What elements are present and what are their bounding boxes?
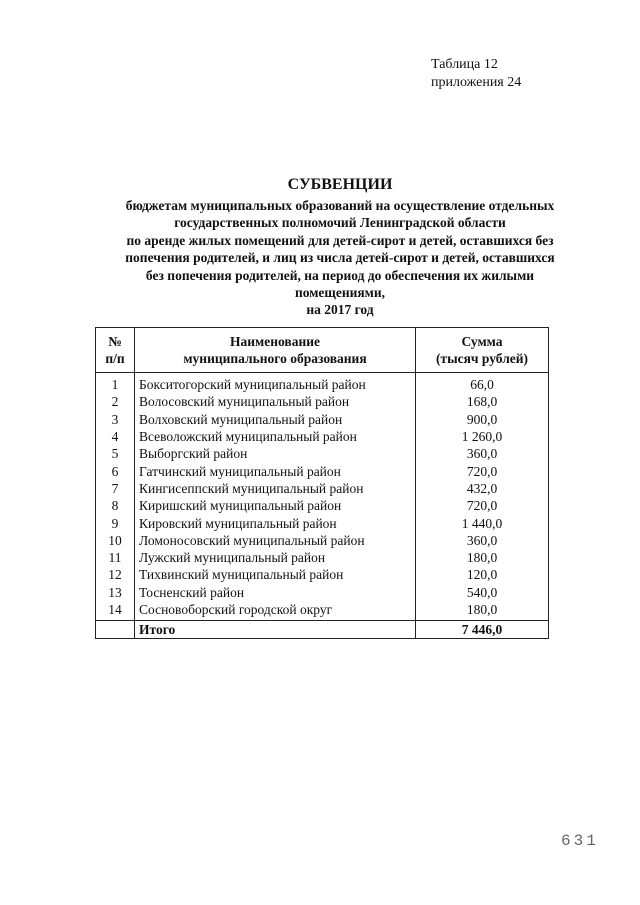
row-sum: 720,0 — [416, 497, 549, 514]
row-name: Тосненский район — [135, 584, 416, 601]
row-sum: 180,0 — [416, 549, 549, 566]
table-row — [96, 549, 549, 566]
row-sum: 168,0 — [416, 393, 549, 410]
row-sum: 540,0 — [416, 584, 549, 601]
title-line: помещениями, — [294, 285, 386, 301]
table-row — [96, 373, 549, 394]
row-name: Лужский муниципальный район — [135, 549, 416, 566]
table-row — [96, 393, 549, 410]
title-heading: СУБВЕНЦИИ — [287, 176, 393, 193]
table-reference — [431, 56, 521, 92]
table-row — [96, 411, 549, 428]
header-number-line-1: № — [108, 334, 122, 349]
header-number-line-2: п/п — [105, 351, 125, 366]
row-sum: 432,0 — [416, 480, 549, 497]
row-number: 7 — [96, 480, 135, 497]
title-line: без попечения родителей, на период до обеспечения их жилыми — [145, 267, 535, 283]
row-number: 11 — [96, 549, 135, 566]
row-sum: 900,0 — [416, 411, 549, 428]
table-row — [96, 462, 549, 479]
row-number: 5 — [96, 445, 135, 462]
row-number: 4 — [96, 428, 135, 445]
title-line: попечения родителей, и лиц из числа детей-сирот и детей, оставшихся — [125, 250, 555, 266]
row-name: Тихвинский муниципальный район — [135, 566, 416, 583]
header-name-line-2: муниципального образования — [183, 351, 367, 366]
total-row — [96, 621, 549, 639]
total-label: Итого — [135, 621, 416, 639]
row-name: Выборгский район — [135, 445, 416, 462]
table-row — [96, 497, 549, 514]
row-number: 2 — [96, 393, 135, 410]
row-sum: 720,0 — [416, 462, 549, 479]
row-sum: 180,0 — [416, 601, 549, 621]
title-line: бюджетам муниципальных образований на осуществление отдельных — [125, 198, 555, 213]
table-row — [96, 480, 549, 497]
row-number: 13 — [96, 584, 135, 601]
row-sum: 360,0 — [416, 532, 549, 549]
header-sum-line-2: (тысяч рублей) — [435, 351, 529, 366]
row-name: Всеволожский муниципальный район — [135, 428, 416, 445]
header-sum — [416, 328, 549, 373]
table-row — [96, 584, 549, 601]
document-title — [80, 175, 600, 319]
row-number: 14 — [96, 601, 135, 621]
reference-line-2: приложения 24 — [431, 75, 522, 90]
row-sum: 66,0 — [416, 373, 549, 394]
title-line: по аренде жилых помещений для детей-сирот и детей, оставшихся без — [126, 232, 554, 248]
table-row — [96, 428, 549, 445]
total-sum: 7 446,0 — [416, 621, 549, 639]
row-number: 8 — [96, 497, 135, 514]
header-name — [135, 328, 416, 373]
row-sum: 360,0 — [416, 445, 549, 462]
row-name: Бокситогорский муниципальный район — [135, 373, 416, 394]
row-sum: 1 440,0 — [416, 514, 549, 531]
table-row — [96, 566, 549, 583]
row-name: Киришский муниципальный район — [135, 497, 416, 514]
table-row — [96, 532, 549, 549]
title-line: на 2017 год — [306, 302, 374, 318]
reference-line-1: Таблица 12 — [431, 57, 498, 72]
row-name: Сосновоборский городской округ — [135, 601, 416, 621]
row-sum: 1 260,0 — [416, 428, 549, 445]
row-number: 9 — [96, 514, 135, 531]
row-name: Кингисеппский муниципальный район — [135, 480, 416, 497]
row-name: Гатчинский муниципальный район — [135, 462, 416, 479]
header-sum-line-1: Сумма — [461, 334, 503, 349]
row-number: 3 — [96, 411, 135, 428]
table-row — [96, 601, 549, 621]
header-number — [96, 328, 135, 373]
table-row — [96, 445, 549, 462]
total-number-cell — [96, 621, 135, 639]
row-number: 12 — [96, 566, 135, 583]
row-name: Ломоносовский муниципальный район — [135, 532, 416, 549]
row-number: 1 — [96, 373, 135, 394]
header-name-line-1: Наименование — [230, 334, 320, 349]
row-name: Волосовский муниципальный район — [135, 393, 416, 410]
table-header-row — [96, 328, 549, 373]
row-number: 10 — [96, 532, 135, 549]
table-row — [96, 514, 549, 531]
title-line: государственных полномочий Ленинградской области — [174, 215, 506, 231]
row-number: 6 — [96, 462, 135, 479]
subvention-table — [95, 327, 549, 639]
page-number: 631 — [561, 832, 599, 850]
row-name: Волховский муниципальный район — [135, 411, 416, 428]
row-sum: 120,0 — [416, 566, 549, 583]
row-name: Кировский муниципальный район — [135, 514, 416, 531]
